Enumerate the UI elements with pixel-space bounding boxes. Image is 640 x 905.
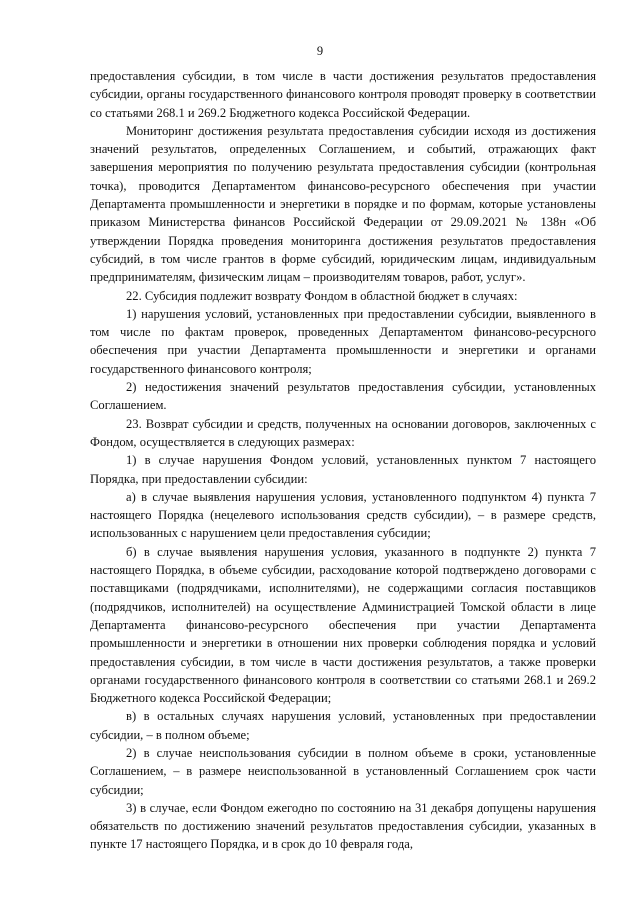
- paragraph-clause-22: 22. Субсидия подлежит возврату Фондом в областной бюджет в случаях:: [126, 288, 518, 303]
- paragraph-clause-22-item-1: 1) нарушения условий, установленных при предоставлении субсидии, выявленного в том числе по фактам проверок, проведенных Департаментом финансово-ресурсного обеспечения при участии Департамента промышленности и энергетики и органами государственного финансового контроля;: [90, 306, 596, 376]
- paragraph-continuation: предоставления субсидии, в том числе в части достижения результатов предоставления субсидии, органы государственного финансового контроля проводят проверку в соответствии со статьями 268.1 и 269.2 Бюджетного кодекса Российской Федерации.: [90, 69, 596, 120]
- paragraph-clause-23-item-3: 3) в случае, если Фондом ежегодно по состоянию на 31 декабря допущены нарушения обязательств по достижению значений результатов предоставления субсидии, указанных в пункте 17 настоящего Порядка, и в срок до 10 февраля года,: [90, 800, 596, 852]
- paragraph-clause-23-item-1: 1) в случае нарушения Фондом условий, установленных пунктом 7 настоящего Порядка, при предоставлении субсидии:: [90, 453, 596, 486]
- page-number: 9: [316, 44, 324, 58]
- paragraph-clause-23: 23. Возврат субсидии и средств, полученных на основании договоров, заключенных с Фондом, осуществляется в следующих размерах:: [90, 416, 596, 449]
- paragraph-subitem-v: в) в остальных случаях нарушения условий, установленных при предоставлении субсидии, – в полном объеме;: [90, 709, 596, 742]
- paragraph-subitem-b: б) в случае выявления нарушения условия, указанного в подпункте 2) пункта 7 настоящего Порядка, в объеме субсидии, расходование которой подтверждено договорами с поставщиками (подрядчиками, исполнителями), не содержащими согласия поставщиков (подрядчиков, исполнителей) на осуществление Администрацией Томской области в лице Департамента финансово-ресурсного обеспечения при участии Департамента промышленности и энергетики в отношении них проверки соблюдения порядка и условий предоставления субсидии, в том числе в части достижения результатов, а также проверки органами государственного финансового контроля в соответствии со статьями 268.1 и 269.2 Бюджетного кодекса Российской Федерации;: [90, 544, 596, 706]
- paragraph-monitoring: Мониторинг достижения результата предоставления субсидии исходя из достижения значений результатов, определенных Соглашением, и событий, отражающих факт завершения мероприятия по получению результата предоставления субсидии (контрольная точка), проводится Департаментом финансово-ресурсного обеспечения при участии Департамента промышленности и энергетики в порядке и по формам, которые установлены приказом Министерства финансов Российской Федерации от 29.09.2021 № 138н «Об утверждении Порядка проведения мониторинга достижения результатов предоставления субсидий, в том числе грантов в форме субсидий, юридическим лицам, индивидуальным предпринимателям, физическим лицам – производителям товаров, работ, услуг».: [90, 123, 596, 285]
- paragraph-clause-23-item-2: 2) в случае неиспользования субсидии в полном объеме в сроки, установленные Соглашением, – в размере неиспользованной в установленный Соглашением срок части субсидии;: [90, 745, 596, 797]
- paragraph-clause-22-item-2: 2) недостижения значений результатов предоставления субсидии, установленных Соглашением.: [90, 380, 596, 413]
- paragraph-subitem-a: а) в случае выявления нарушения условия, установленного подпунктом 4) пункта 7 настоящего Порядка (нецелевого использования средств субсидии), – в размере средств, использованных с нарушением цели предоставления субсидии;: [90, 489, 596, 541]
- body-text: [90, 67, 596, 854]
